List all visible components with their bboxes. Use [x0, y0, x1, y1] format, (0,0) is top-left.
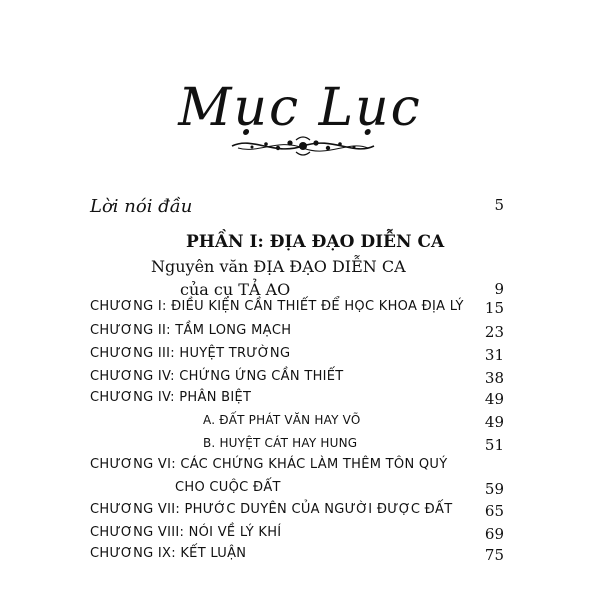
part-subtitle: Nguyên văn ĐỊA ĐẠO DIỄN CA [151, 257, 406, 276]
toc-label: CHƯƠNG IV: CHỨNG ỨNG CẦN THIẾT [90, 369, 344, 384]
toc-page: 69 [484, 525, 504, 543]
toc-entry [0, 525, 600, 547]
toc-entry [0, 436, 600, 458]
toc-label: CHƯƠNG VII: PHƯỚC DUYÊN CỦA NGƯỜI ĐƯỢC ĐẤT [90, 502, 453, 517]
toc-label: CHƯƠNG IV: PHÂN BIỆT [90, 390, 252, 405]
toc-page: 75 [484, 546, 504, 564]
toc-label: CHƯƠNG I: ĐIỀU KIỆN CẦN THIẾT ĐỂ HỌC KHOA ĐỊA LÝ [90, 299, 464, 314]
toc-label: CHƯƠNG IX: KẾT LUẬN [90, 546, 247, 561]
toc-entry [0, 299, 600, 321]
toc-label: CHƯƠNG II: TẦM LONG MẠCH [90, 323, 292, 338]
toc-page: 5 [494, 196, 504, 214]
toc-entry-preface [0, 196, 600, 218]
toc-entry [0, 457, 600, 479]
toc-label: Lời nói đầu [90, 196, 193, 217]
toc-label: CHO CUỘC ĐẤT [175, 480, 281, 495]
toc-page: 49 [484, 413, 504, 431]
toc-entry [0, 546, 600, 568]
toc-page: 15 [484, 299, 504, 317]
toc-page: 23 [484, 323, 504, 341]
toc-entry [0, 413, 600, 435]
floral-vine-ornament-icon [228, 132, 378, 160]
toc-entry [0, 346, 600, 368]
toc-label: CHƯƠNG III: HUYỆT TRƯỜNG [90, 346, 291, 361]
part-subtitle-row [0, 257, 600, 279]
toc-page: 9 [494, 280, 504, 298]
part-heading: PHẦN I: ĐỊA ĐẠO DIỄN CA [186, 232, 445, 252]
toc-entry [0, 502, 600, 524]
part-author: của cụ TẢ AO [180, 280, 291, 299]
toc-page: 31 [484, 346, 504, 364]
toc-page: 51 [484, 436, 504, 454]
page-title: Mục Lục [178, 78, 422, 138]
toc-label: B. HUYỆT CÁT HAY HUNG [203, 436, 358, 450]
toc-page: 49 [484, 390, 504, 408]
toc-entry [0, 323, 600, 345]
toc-entry [0, 369, 600, 391]
toc-label: A. ĐẤT PHÁT VĂN HAY VÕ [203, 413, 361, 427]
toc-page: 38 [484, 369, 504, 387]
toc-label: CHƯƠNG VI: CÁC CHỨNG KHÁC LÀM THÊM TÔN QUÝ [90, 457, 448, 472]
toc-entry [0, 480, 600, 502]
part-heading-row [0, 232, 600, 254]
toc-page: 65 [484, 502, 504, 520]
toc-entry [0, 390, 600, 412]
toc-label: CHƯƠNG VIII: NÓI VỀ LÝ KHÍ [90, 525, 282, 540]
toc-page: 59 [484, 480, 504, 498]
